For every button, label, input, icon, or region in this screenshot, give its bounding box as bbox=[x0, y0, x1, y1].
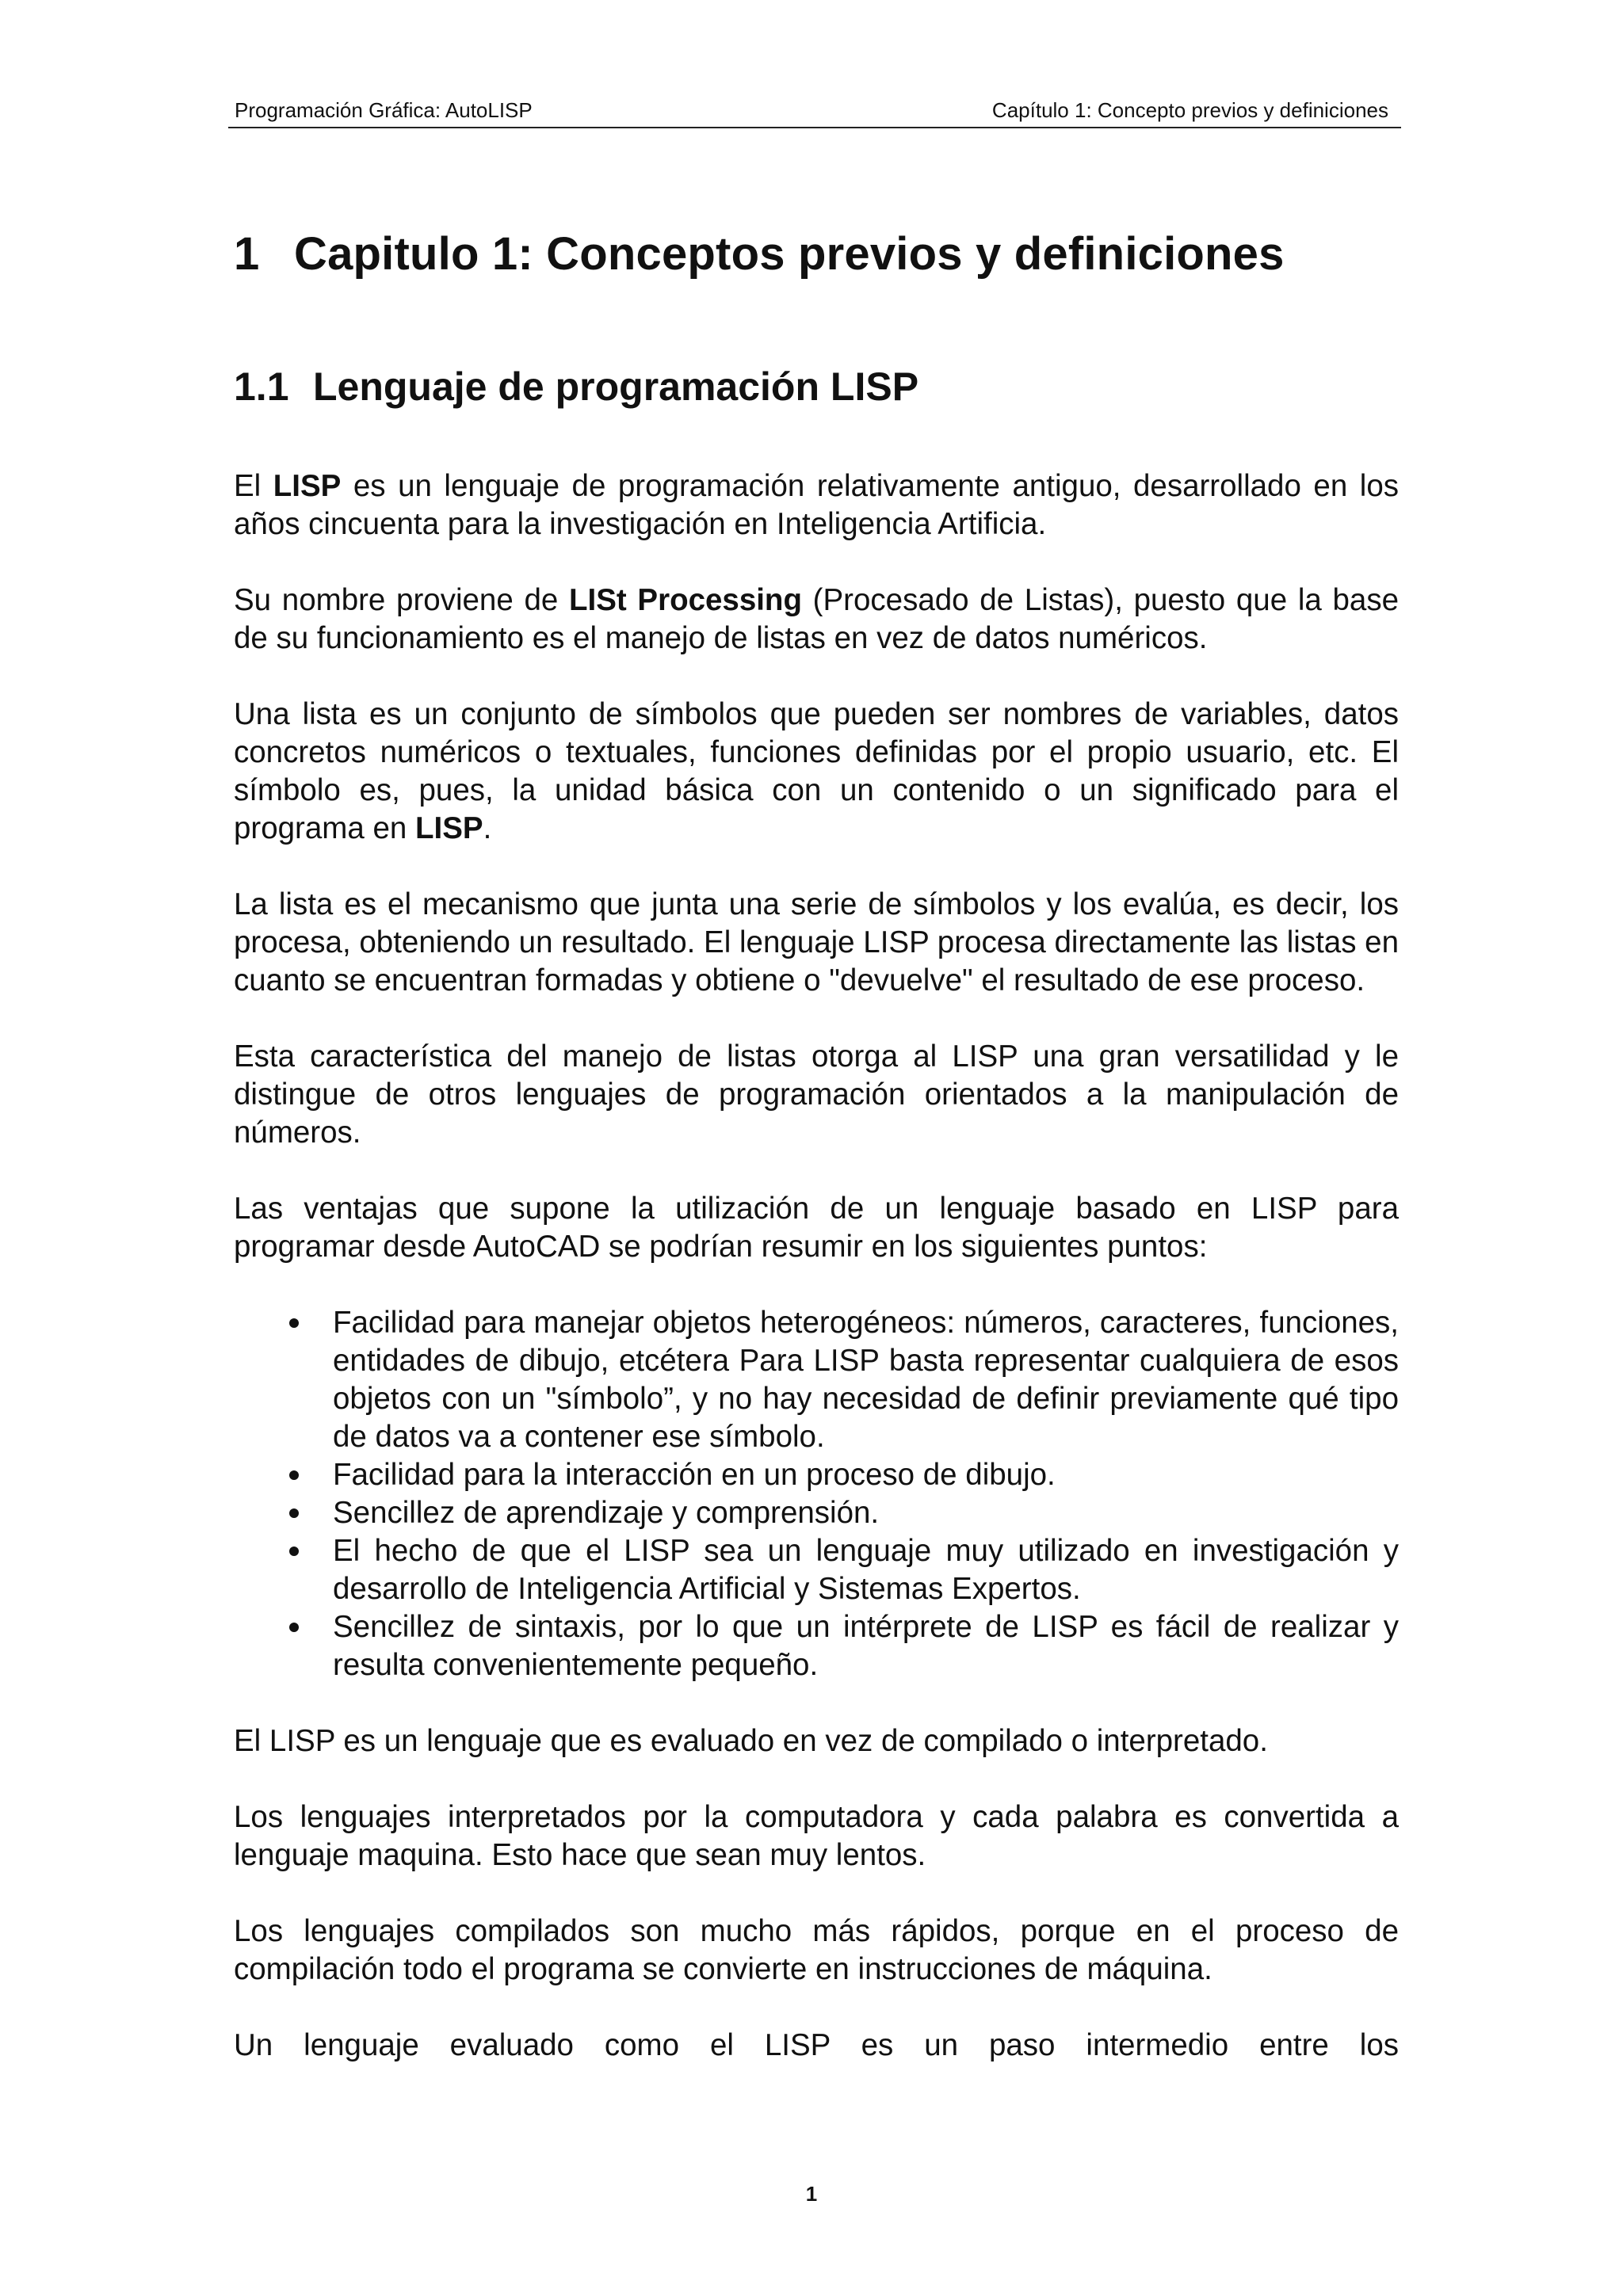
paragraph-2-text-a: Su nombre proviene de bbox=[234, 583, 569, 617]
advantages-list bbox=[234, 1304, 1399, 1684]
paragraph-1-bold: LISP bbox=[273, 469, 342, 503]
list-item-text: Facilidad para manejar objetos heterogéneos: números, caracteres, funciones, entidades de dibujo, etcétera Para LISP basta representar cualquiera de esos objetos con un "símbolo”, y no hay necesidad de definir previamente qué tipo de datos va a contener ese símbolo. bbox=[333, 1306, 1399, 1454]
chapter-number: 1 bbox=[234, 228, 260, 280]
paragraph-4: La lista es el mecanismo que junta una serie de símbolos y los evalúa, es decir, los procesa, obteniendo un resultado. El lenguaje LISP procesa directamente las listas en cuanto se encuentran formadas y obtiene o "devuelve" el resultado de ese proceso. bbox=[234, 887, 1399, 997]
chapter-title: Capitulo 1: Conceptos previos y definiciones bbox=[294, 228, 1285, 280]
list-item bbox=[234, 1494, 1399, 1532]
bullet-icon bbox=[289, 1623, 299, 1632]
chapter-heading bbox=[234, 225, 1399, 284]
paragraph-3-bold: LISP bbox=[415, 811, 483, 845]
header-book-title: Programación Gráfica: AutoLISP bbox=[235, 98, 533, 122]
list-item-text: Sencillez de sintaxis, por lo que un intérprete de LISP es fácil de realizar y resulta convenientemente pequeño. bbox=[333, 1610, 1399, 1682]
page-content bbox=[234, 225, 1399, 2065]
section-heading bbox=[234, 361, 1399, 412]
paragraph-1 bbox=[234, 467, 1399, 543]
header-chapter-title: Capítulo 1: Concepto previos y definiciones bbox=[991, 98, 1388, 122]
paragraph-2 bbox=[234, 582, 1399, 658]
section-title: Lenguaje de programación LISP bbox=[313, 364, 919, 409]
list-item bbox=[234, 1456, 1399, 1494]
section-number: 1.1 bbox=[234, 364, 289, 409]
paragraph-3-text-c: . bbox=[483, 811, 492, 845]
bullet-icon bbox=[289, 1318, 299, 1328]
paragraph-2-text-c: (Procesado de Listas), puesto que la base de su funcionamiento es el manejo de listas en vez de datos numéricos. bbox=[234, 583, 1400, 655]
running-header bbox=[228, 95, 1401, 128]
paragraph-9: Los lenguajes compilados son mucho más rápidos, porque en el proceso de compilación todo el programa se convierte en instrucciones de máquina. bbox=[234, 1914, 1399, 1986]
paragraph-6: Las ventajas que supone la utilización de un lenguaje basado en LISP para programar desde AutoCAD se podrían resumir en los siguientes puntos: bbox=[234, 1192, 1399, 1264]
list-item-text: El hecho de que el LISP sea un lenguaje muy utilizado en investigación y desarrollo de Inteligencia Artificial y Sistemas Expertos. bbox=[333, 1534, 1399, 1606]
paragraph-10: Un lenguaje evaluado como el LISP es un paso intermedio entre los bbox=[234, 2028, 1399, 2062]
list-item-text: Facilidad para la interacción en un proceso de dibujo. bbox=[333, 1458, 1056, 1492]
paragraph-3-text-a: Una lista es un conjunto de símbolos que pueden ser nombres de variables, datos concretos numéricos o textuales, funciones definidas por el propio usuario, etc. El símbolo es, pues, la unidad básica con un contenido o un significado para el programa en bbox=[234, 697, 1399, 845]
paragraph-5: Esta característica del manejo de listas otorga al LISP una gran versatilidad y le distingue de otros lenguajes de programación orientados a la manipulación de números. bbox=[234, 1039, 1399, 1150]
bullet-icon bbox=[289, 1470, 299, 1480]
list-item bbox=[234, 1608, 1399, 1684]
page-number: 1 bbox=[805, 2182, 818, 2206]
paragraph-1-text-c: es un lenguaje de programación relativamente antiguo, desarrollado en los años cincuenta para la investigación en Inteligencia Artificia. bbox=[234, 469, 1399, 541]
bullet-icon bbox=[289, 1547, 299, 1556]
paragraph-2-bold: LISt Processing bbox=[568, 583, 802, 617]
paragraph-7: El LISP es un lenguaje que es evaluado en vez de compilado o interpretado. bbox=[234, 1724, 1268, 1758]
paragraph-8: Los lenguajes interpretados por la computadora y cada palabra es convertida a lenguaje maquina. Esto hace que sean muy lentos. bbox=[234, 1800, 1399, 1872]
bullet-icon bbox=[289, 1508, 299, 1518]
list-item-text: Sencillez de aprendizaje y comprensión. bbox=[333, 1496, 880, 1530]
list-item bbox=[234, 1304, 1399, 1456]
list-item bbox=[234, 1532, 1399, 1608]
paragraph-1-text-a: El bbox=[234, 469, 273, 503]
paragraph-3 bbox=[234, 696, 1399, 848]
